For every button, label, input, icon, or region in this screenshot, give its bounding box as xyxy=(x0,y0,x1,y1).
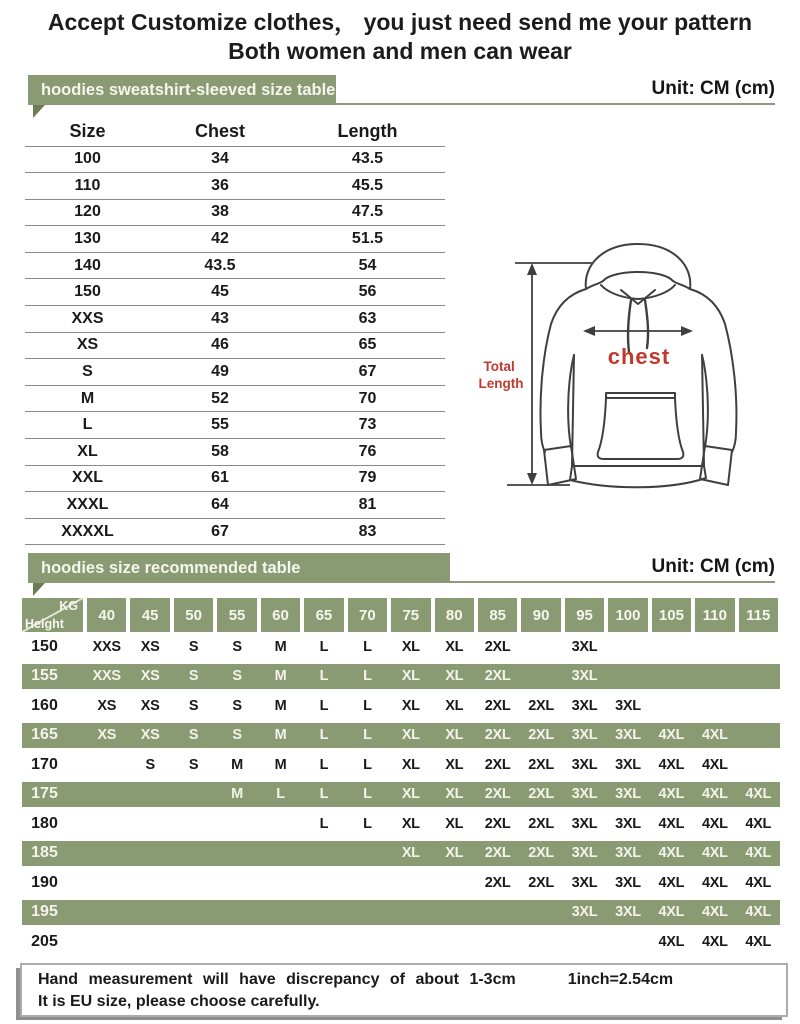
kg-height-corner-cell xyxy=(22,598,83,632)
weight-header-label: 50 xyxy=(174,598,213,632)
weight-header-label: 105 xyxy=(652,598,691,632)
size-table-cell: 67 xyxy=(290,359,445,386)
size-recommendation-cell: 4XL xyxy=(658,786,685,803)
height-cell: 185 xyxy=(31,844,58,862)
size-recommendation-cell: 3XL xyxy=(571,727,598,744)
weight-header-cell xyxy=(85,598,128,632)
weight-header-label: 80 xyxy=(435,598,474,632)
hoodie-diagram xyxy=(455,228,800,520)
size-recommendation-cell: XL xyxy=(401,638,420,655)
footer-line2: It is EU size, please choose carefully. xyxy=(38,993,320,1010)
size-table-row xyxy=(25,279,445,306)
size-recommendation-cell: 4XL xyxy=(658,904,685,921)
size-recommendation-cell: 3XL xyxy=(571,668,598,685)
size-recommendation-cell: S xyxy=(232,727,242,744)
size-table-row xyxy=(25,252,445,279)
rec-row xyxy=(22,662,780,692)
size-table-row xyxy=(25,226,445,253)
height-cell: 195 xyxy=(31,903,58,921)
size-table-cell: 79 xyxy=(290,465,445,492)
size-recommendation-cell: XL xyxy=(401,815,420,832)
weight-header-label: 75 xyxy=(391,598,430,632)
rec-row xyxy=(22,898,780,928)
size-table-cell: 43 xyxy=(150,306,290,333)
size-recommendation-cell: XL xyxy=(401,697,420,714)
size-recommendation-cell: XL xyxy=(401,727,420,744)
title-line2: Both women and men can wear xyxy=(228,38,572,64)
size-table-cell: XS xyxy=(25,332,150,359)
corner-kg-label: KG xyxy=(59,599,78,613)
size-table-cell: 49 xyxy=(150,359,290,386)
height-cell: 175 xyxy=(31,785,58,803)
height-cell: 180 xyxy=(31,814,58,832)
size-recommendation-cell: 3XL xyxy=(571,638,598,655)
size-table-row xyxy=(25,173,445,200)
size-recommendation-cell: 2XL xyxy=(484,845,511,862)
size-recommendation-cell: S xyxy=(188,668,199,685)
rec-body xyxy=(22,632,780,957)
size-recommendation-cell: L xyxy=(319,638,329,655)
size-table-row xyxy=(25,146,445,173)
size-recommendation-cell: 3XL xyxy=(571,845,598,862)
size-recommendation-cell: XS xyxy=(140,668,160,685)
size-table-cell: 67 xyxy=(150,518,290,545)
size-table-header: Size xyxy=(25,118,150,146)
size-table-body xyxy=(25,146,445,545)
height-cell: 155 xyxy=(31,667,58,685)
size-recommendation-cell: L xyxy=(319,668,329,685)
size-recommendation-cell: L xyxy=(363,786,372,803)
size-recommendation-cell: XL xyxy=(445,845,464,862)
size-recommendation-cell: 2XL xyxy=(484,786,511,803)
size-recommendation-cell: S xyxy=(188,727,199,744)
size-recommendation-cell: L xyxy=(363,756,372,773)
size-recommendation-cell: L xyxy=(363,697,372,714)
total-length-arrow xyxy=(507,263,592,485)
weight-header-cell xyxy=(389,598,432,632)
size-table-cell: 81 xyxy=(290,492,445,519)
size-recommendation-cell: 2XL xyxy=(528,727,554,744)
weight-header-cell xyxy=(476,598,519,632)
size-recommendation-cell: XS xyxy=(97,697,117,714)
size-table-cell: 140 xyxy=(25,252,150,279)
size-recommendation-cell: 2XL xyxy=(484,697,511,714)
size-recommendation-cell: L xyxy=(363,668,372,685)
size-table-cell: XXXL xyxy=(25,492,150,519)
size-recommendation-cell: L xyxy=(319,727,329,744)
total-length-label: Total Length xyxy=(478,359,524,391)
size-table-cell: S xyxy=(25,359,150,386)
weight-header-cell xyxy=(519,598,562,632)
size-recommendation-cell: 3XL xyxy=(571,904,598,921)
size-table-cell: 43.5 xyxy=(290,146,445,173)
size-recommendation-cell: 4XL xyxy=(658,756,685,773)
height-cell: 160 xyxy=(31,696,58,714)
rec-row xyxy=(22,780,780,810)
weight-header-label: 95 xyxy=(565,598,604,632)
corner-height-label: Height xyxy=(25,617,64,631)
section-banner-size-table xyxy=(0,75,800,105)
size-table-cell: 36 xyxy=(150,173,290,200)
weight-header-label: 115 xyxy=(739,598,778,632)
size-table-cell: 130 xyxy=(25,226,150,253)
size-table-cell: 38 xyxy=(150,199,290,226)
size-recommendation-cell: 4XL xyxy=(745,904,772,921)
size-recommendation-cell: XL xyxy=(445,668,464,685)
recommend-table xyxy=(22,598,780,957)
size-table-cell: XXL xyxy=(25,465,150,492)
size-recommendation-cell: 3XL xyxy=(615,697,641,714)
size-table-cell: 52 xyxy=(150,385,290,412)
size-table-cell: 54 xyxy=(290,252,445,279)
size-table-cell: 120 xyxy=(25,199,150,226)
size-recommendation-cell: 2XL xyxy=(528,815,554,832)
size-recommendation-cell: 3XL xyxy=(571,756,598,773)
size-recommendation-cell: M xyxy=(274,727,287,744)
size-table-cell: 58 xyxy=(150,439,290,466)
size-recommendation-cell: 2XL xyxy=(484,638,511,655)
weight-header-cell xyxy=(215,598,258,632)
size-recommendation-cell: L xyxy=(363,638,372,655)
rec-row xyxy=(22,868,780,898)
size-table-cell: 150 xyxy=(25,279,150,306)
size-recommendation-cell: 4XL xyxy=(701,845,728,862)
weight-header-cell xyxy=(302,598,345,632)
size-table-row xyxy=(25,412,445,439)
weight-header-label: 60 xyxy=(261,598,300,632)
size-recommendation-cell: 2XL xyxy=(484,756,511,773)
height-cell: 165 xyxy=(31,726,58,744)
page-title xyxy=(0,8,800,66)
size-recommendation-cell: M xyxy=(274,697,287,714)
size-recommendation-cell: S xyxy=(188,697,199,714)
size-recommendation-cell: 4XL xyxy=(658,815,685,832)
size-table-row xyxy=(25,359,445,386)
size-recommendation-cell: 3XL xyxy=(615,727,641,744)
rec-row xyxy=(22,721,780,751)
size-recommendation-cell: S xyxy=(232,697,242,714)
size-table-cell: 45.5 xyxy=(290,173,445,200)
rec-row xyxy=(22,691,780,721)
size-recommendation-cell: 3XL xyxy=(615,815,641,832)
size-table-cell: 63 xyxy=(290,306,445,333)
size-recommendation-cell: XL xyxy=(445,815,464,832)
size-recommendation-cell: XS xyxy=(140,727,160,744)
weight-header-label: 110 xyxy=(695,598,734,632)
size-recommendation-cell: 4XL xyxy=(701,904,728,921)
size-table-cell: 42 xyxy=(150,226,290,253)
size-recommendation-cell: M xyxy=(231,756,243,773)
size-table-cell: 73 xyxy=(290,412,445,439)
size-recommendation-cell: 3XL xyxy=(571,874,598,891)
chest-arrow xyxy=(583,326,693,336)
weight-header-label: 85 xyxy=(478,598,517,632)
size-table-cell: XXXXL xyxy=(25,518,150,545)
weight-header-cell xyxy=(606,598,649,632)
size-recommendation-cell: 4XL xyxy=(745,874,772,891)
size-table-cell: 34 xyxy=(150,146,290,173)
weight-header-label: 40 xyxy=(87,598,126,632)
size-recommendation-cell: XS xyxy=(140,697,160,714)
size-table-cell: 46 xyxy=(150,332,290,359)
size-table-cell: XXS xyxy=(25,306,150,333)
size-recommendation-cell: 3XL xyxy=(615,756,641,773)
size-recommendation-cell: 4XL xyxy=(658,845,685,862)
weight-header-label: 65 xyxy=(304,598,343,632)
size-recommendation-cell: XL xyxy=(401,845,420,862)
size-recommendation-cell: S xyxy=(188,638,199,655)
banner-label: hoodies size recommended table xyxy=(28,553,450,583)
size-table-cell: 56 xyxy=(290,279,445,306)
size-table-cell: 110 xyxy=(25,173,150,200)
size-recommendation-cell: 2XL xyxy=(484,668,511,685)
size-recommendation-cell: 4XL xyxy=(745,786,772,803)
rec-row xyxy=(22,632,780,662)
size-recommendation-cell: S xyxy=(145,756,155,773)
rec-row xyxy=(22,927,780,957)
size-table-header: Length xyxy=(290,118,445,146)
size-recommendation-cell: 3XL xyxy=(615,786,641,803)
rec-row xyxy=(22,809,780,839)
size-recommendation-cell: 4XL xyxy=(658,933,685,950)
size-table-row xyxy=(25,439,445,466)
weight-header-cell xyxy=(433,598,476,632)
weight-header-cell xyxy=(693,598,736,632)
weight-header-cell xyxy=(259,598,302,632)
size-table-cell: 100 xyxy=(25,146,150,173)
footer-line1 xyxy=(38,971,770,989)
size-recommendation-cell: 4XL xyxy=(701,874,728,891)
size-table-cell: 45 xyxy=(150,279,290,306)
size-recommendation-cell: 2XL xyxy=(484,727,511,744)
size-recommendation-cell: 4XL xyxy=(701,933,728,950)
size-table xyxy=(25,118,445,545)
title-line1: Accept Customize clothes， you just need send me your pattern xyxy=(47,9,753,35)
size-recommendation-cell: 4XL xyxy=(658,874,685,891)
size-table-head-row xyxy=(25,118,445,146)
size-recommendation-cell: L xyxy=(363,815,372,832)
size-recommendation-cell: 2XL xyxy=(484,874,511,891)
size-recommendation-cell: 4XL xyxy=(701,727,728,744)
size-recommendation-cell: L xyxy=(319,756,329,773)
size-recommendation-cell: L xyxy=(276,786,285,803)
size-table-cell: M xyxy=(25,385,150,412)
weight-header-cell xyxy=(650,598,693,632)
size-recommendation-cell: S xyxy=(188,756,199,773)
size-recommendation-cell: XL xyxy=(445,786,464,803)
weight-header-cell xyxy=(172,598,215,632)
footer-discrepancy-text: Hand measurement will have discrepancy of about 1-3cm xyxy=(38,971,516,988)
section-banner-recommended-table xyxy=(0,553,800,583)
size-recommendation-cell: 3XL xyxy=(615,874,641,891)
size-table-row xyxy=(25,465,445,492)
size-recommendation-cell: XL xyxy=(401,668,420,685)
size-recommendation-cell: 4XL xyxy=(745,815,772,832)
size-recommendation-cell: XL xyxy=(445,727,464,744)
size-recommendation-cell: 3XL xyxy=(615,845,641,862)
weight-header-label: 45 xyxy=(130,598,169,632)
rec-row xyxy=(22,839,780,869)
size-table-cell: 65 xyxy=(290,332,445,359)
weight-header-label: 55 xyxy=(217,598,256,632)
size-recommendation-cell: 3XL xyxy=(571,697,598,714)
size-recommendation-cell: 3XL xyxy=(571,786,598,803)
weight-header-label: 70 xyxy=(348,598,387,632)
size-table-header: Chest xyxy=(150,118,290,146)
size-recommendation-cell: L xyxy=(319,697,329,714)
size-recommendation-cell: XL xyxy=(401,756,420,773)
size-table-cell: 70 xyxy=(290,385,445,412)
size-recommendation-cell: L xyxy=(363,727,372,744)
size-table-cell: 83 xyxy=(290,518,445,545)
size-recommendation-cell: XL xyxy=(401,786,420,803)
height-cell: 150 xyxy=(31,637,58,655)
size-recommendation-cell: 4XL xyxy=(701,756,728,773)
height-cell: 190 xyxy=(31,873,58,891)
size-recommendation-cell: 2XL xyxy=(528,874,554,891)
size-recommendation-cell: M xyxy=(231,786,243,803)
size-recommendation-cell: M xyxy=(274,638,287,655)
size-recommendation-cell: XXS xyxy=(92,668,121,685)
size-recommendation-cell: 2XL xyxy=(528,697,554,714)
size-table-cell: 61 xyxy=(150,465,290,492)
size-recommendation-cell: S xyxy=(232,638,242,655)
unit-label: Unit: CM (cm) xyxy=(651,556,775,577)
size-recommendation-cell: XL xyxy=(445,697,464,714)
footer-inch-conversion: 1inch=2.54cm xyxy=(567,971,674,988)
size-recommendation-cell: S xyxy=(232,668,242,685)
size-recommendation-cell: 4XL xyxy=(745,845,772,862)
size-recommendation-cell: XXS xyxy=(92,638,121,655)
weight-header-cell xyxy=(346,598,389,632)
weight-header-cell xyxy=(128,598,171,632)
size-table-cell: 64 xyxy=(150,492,290,519)
size-recommendation-cell: 3XL xyxy=(615,904,641,921)
size-recommendation-cell: M xyxy=(274,756,287,773)
height-cell: 170 xyxy=(31,755,58,773)
rec-header xyxy=(22,598,780,632)
footer-note-box xyxy=(20,963,788,1017)
size-recommendation-cell: 4XL xyxy=(745,933,772,950)
size-recommendation-cell: M xyxy=(274,668,287,685)
size-recommendation-cell: XS xyxy=(97,727,117,744)
size-table-cell: 76 xyxy=(290,439,445,466)
size-table-row xyxy=(25,332,445,359)
unit-label: Unit: CM (cm) xyxy=(651,78,775,99)
size-recommendation-cell: 2XL xyxy=(484,815,511,832)
banner-tail xyxy=(33,105,45,118)
banner-tail xyxy=(33,583,45,596)
rec-row xyxy=(22,750,780,780)
size-table-cell: 51.5 xyxy=(290,226,445,253)
size-table-row xyxy=(25,492,445,519)
size-table-cell: 43.5 xyxy=(150,252,290,279)
size-recommendation-cell: 2XL xyxy=(528,845,554,862)
size-table-cell: 55 xyxy=(150,412,290,439)
size-recommendation-cell: XL xyxy=(445,756,464,773)
weight-header-label: 100 xyxy=(608,598,647,632)
height-cell: 205 xyxy=(31,932,58,950)
size-table-row xyxy=(25,518,445,545)
size-table-cell: 47.5 xyxy=(290,199,445,226)
size-recommendation-cell: 2XL xyxy=(528,756,554,773)
size-recommendation-cell: 2XL xyxy=(528,786,554,803)
weight-header-cell xyxy=(563,598,606,632)
size-table-cell: XL xyxy=(25,439,150,466)
size-recommendation-cell: L xyxy=(319,786,329,803)
size-recommendation-cell: 4XL xyxy=(658,727,685,744)
size-recommendation-cell: 3XL xyxy=(571,815,598,832)
size-recommendation-cell: L xyxy=(319,815,329,832)
size-table-row xyxy=(25,199,445,226)
size-table-row xyxy=(25,385,445,412)
size-table-row xyxy=(25,306,445,333)
weight-header-cell xyxy=(737,598,780,632)
banner-label: hoodies sweatshirt-sleeved size table xyxy=(28,75,336,105)
chest-label: chest xyxy=(607,344,671,369)
size-recommendation-cell: XS xyxy=(140,638,160,655)
size-recommendation-cell: 4XL xyxy=(701,815,728,832)
size-table-cell: L xyxy=(25,412,150,439)
size-recommendation-cell: XL xyxy=(445,638,464,655)
size-recommendation-cell: 4XL xyxy=(701,786,728,803)
weight-header-label: 90 xyxy=(521,598,560,632)
